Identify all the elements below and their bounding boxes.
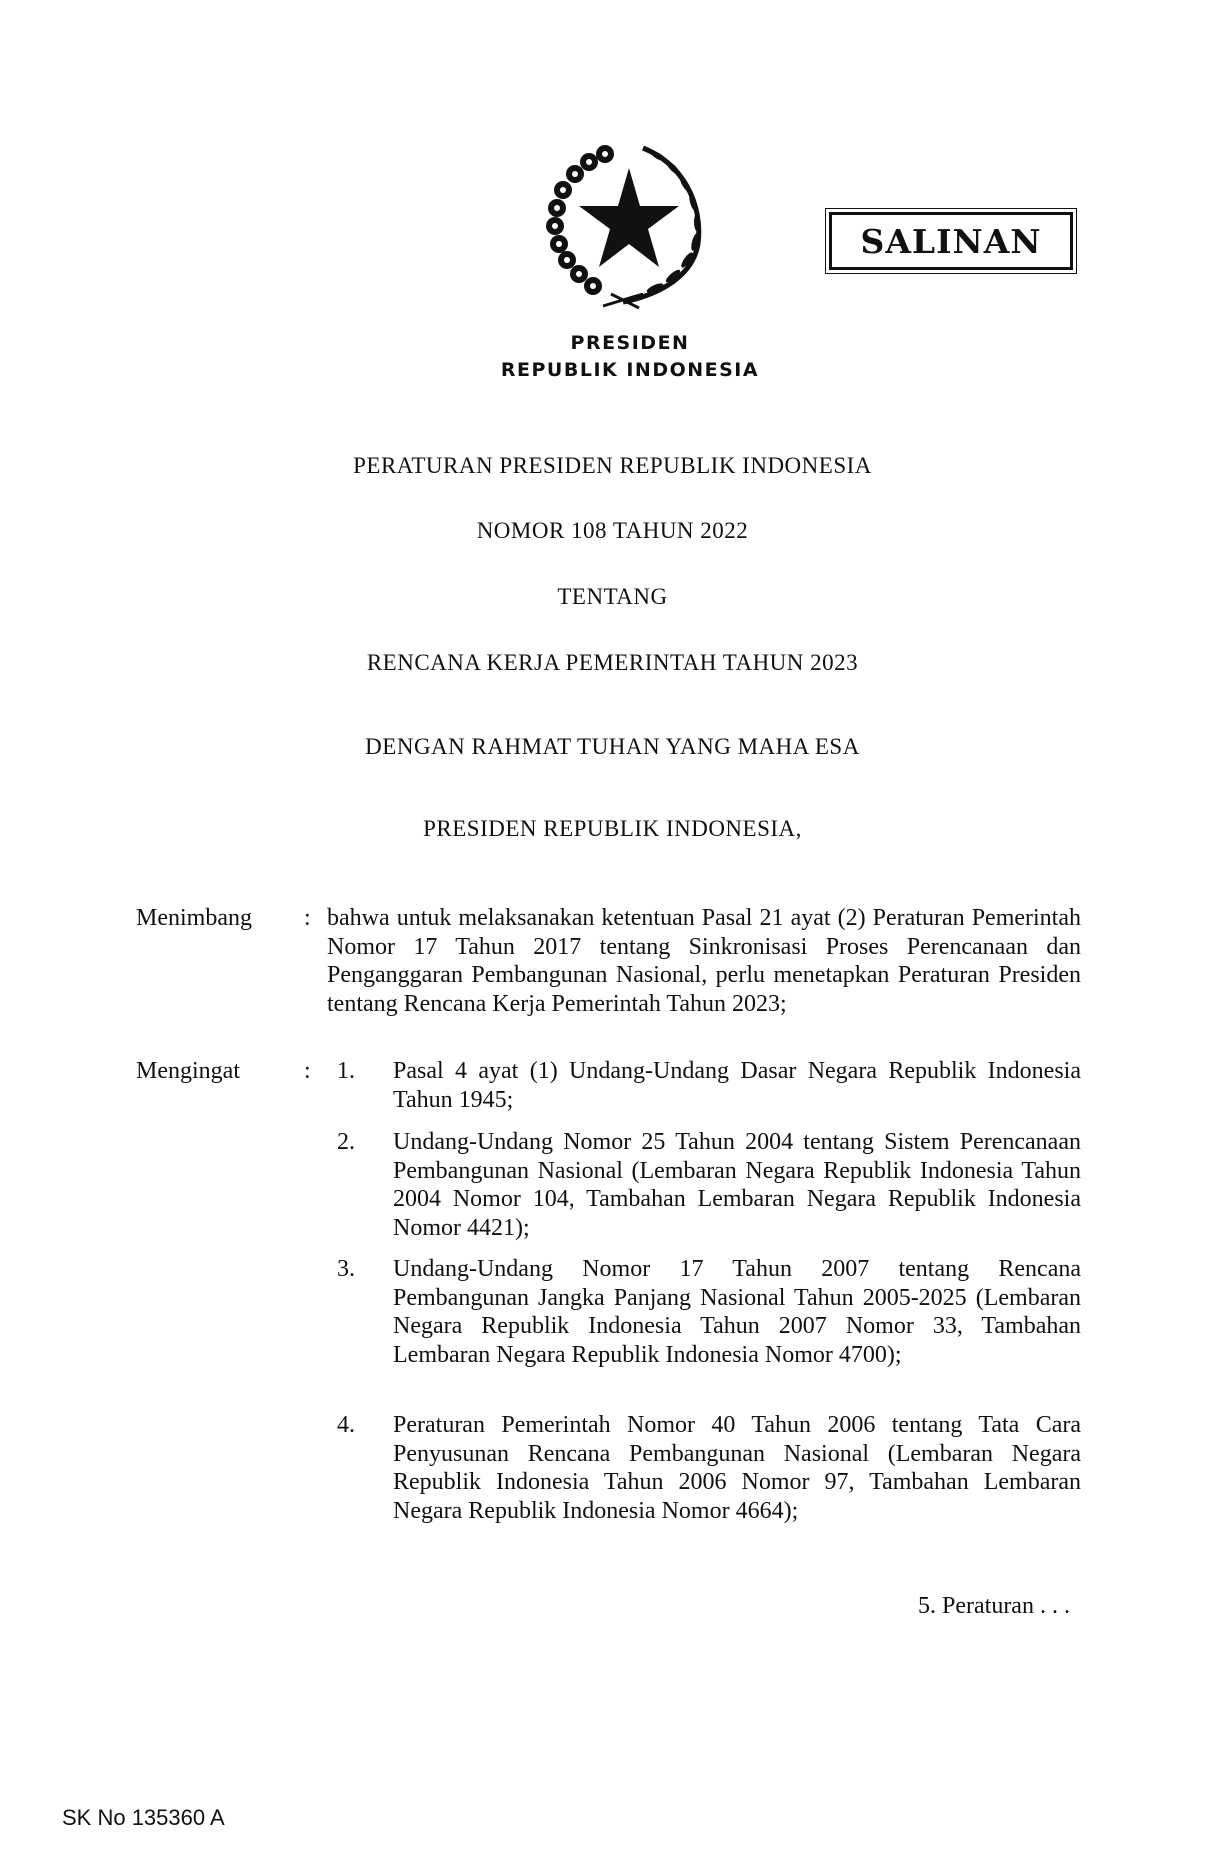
mengingat-item-number: 1. — [337, 1058, 355, 1084]
title-tentang: TENTANG — [557, 584, 668, 609]
salinan-stamp: SALINAN — [829, 212, 1073, 270]
title-regulation-number: NOMOR 108 TAHUN 2022 — [476, 518, 749, 543]
mengingat-item-text: Pasal 4 ayat (1) Undang-Undang Dasar Negara Republik Indonesia Tahun 1945; — [393, 1058, 1081, 1113]
caption-presiden: PRESIDEN — [570, 332, 690, 354]
presidential-star-emblem-icon — [533, 134, 725, 312]
page-continuation-marker: 5. Peraturan . . . — [918, 1593, 1070, 1619]
title-regulation-type: PERATURAN PRESIDEN REPUBLIK INDONESIA — [353, 453, 872, 478]
mengingat-item-number: 3. — [337, 1256, 355, 1282]
emblem-caption — [440, 330, 820, 384]
title-invocation: DENGAN RAHMAT TUHAN YANG MAHA ESA — [365, 734, 860, 759]
mengingat-colon: : — [304, 1058, 311, 1084]
mengingat-item-number: 4. — [337, 1412, 355, 1438]
mengingat-label: Mengingat — [136, 1058, 240, 1084]
mengingat-item-text: Undang-Undang Nomor 25 Tahun 2004 tentang Sistem Perencanaan Pembangunan Nasional (Lembaran Negara Republik Indonesia Tahun 2004 Nomor 104, Tambahan Lembaran Negara Republik Indonesia Nomor 4421); — [393, 1129, 1081, 1241]
menimbang-label: Menimbang — [136, 905, 252, 931]
mengingat-item-text: Undang-Undang Nomor 17 Tahun 2007 tentang Rencana Pembangunan Jangka Panjang Nasional Tahun 2005-2025 (Lembaran Negara Republik Indonesia Tahun 2007 Nomor 33, Tambahan Lembaran Negara Republik Indonesia Nomor 4700); — [393, 1256, 1081, 1368]
menimbang-text: bahwa untuk melaksanakan ketentuan Pasal 21 ayat (2) Peraturan Pemerintah Nomor 17 Tahun 2017 tentang Sinkronisasi Proses Perencanaan dan Penganggaran Pembangunan Nasional, perlu menetapkan Peraturan Presiden tentang Rencana Kerja Pemerintah Tahun 2023; — [327, 905, 1081, 1017]
mengingat-item-text: Peraturan Pemerintah Nomor 40 Tahun 2006 tentang Tata Cara Penyusunan Rencana Pembangunan Nasional (Lembaran Negara Republik Indonesia Tahun 2006 Nomor 97, Tambahan Lembaran Negara Republik Indonesia Nomor 4664); — [393, 1412, 1081, 1524]
caption-republik-indonesia: REPUBLIK INDONESIA — [500, 359, 760, 381]
title-president: PRESIDEN REPUBLIK INDONESIA, — [423, 816, 802, 841]
title-subject: RENCANA KERJA PEMERINTAH TAHUN 2023 — [366, 650, 859, 675]
sk-number: SK No 135360 A — [62, 1805, 225, 1830]
mengingat-item-number: 2. — [337, 1129, 355, 1155]
menimbang-colon: : — [304, 905, 311, 931]
